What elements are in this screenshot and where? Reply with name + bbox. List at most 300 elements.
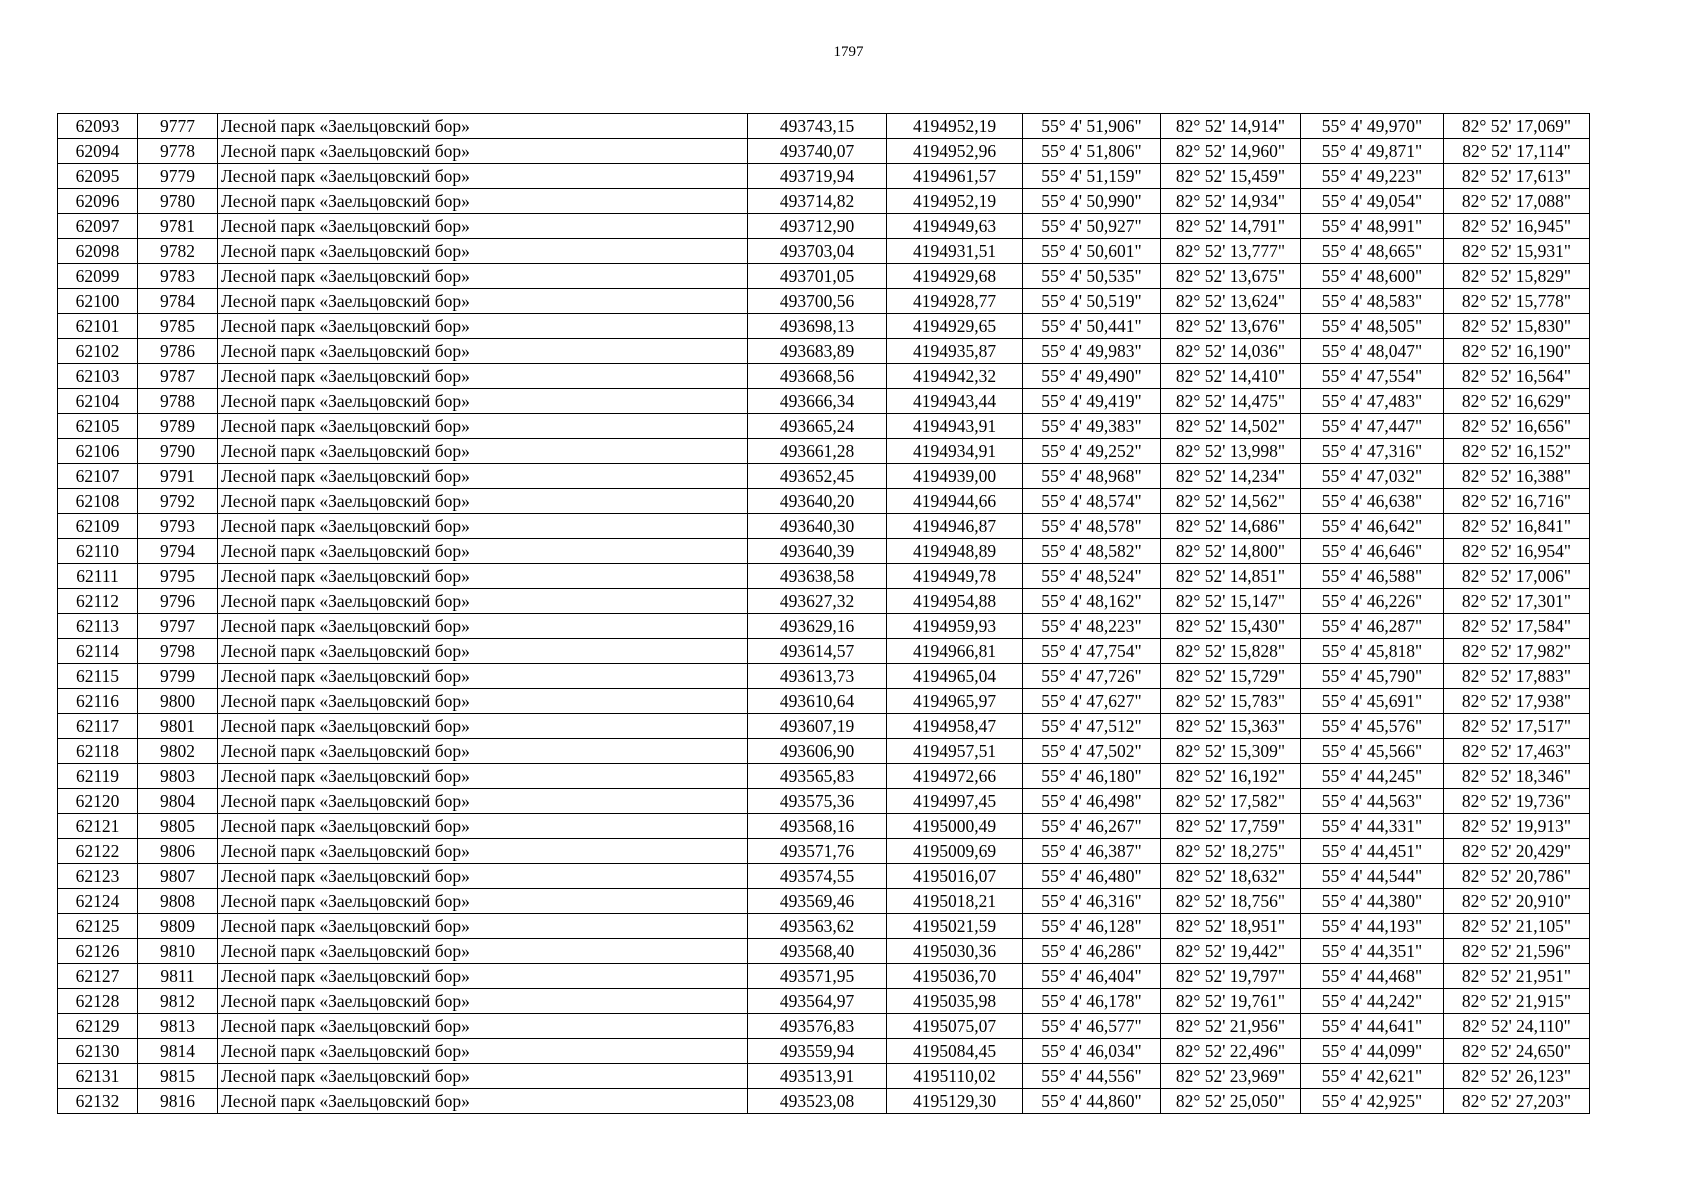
latitude-2-cell: 55° 4' 48,583" <box>1301 289 1444 314</box>
coord-x-cell: 493712,90 <box>748 214 887 239</box>
coord-y-cell: 4194944,66 <box>887 489 1023 514</box>
longitude-1-cell: 82° 52' 15,430" <box>1161 614 1301 639</box>
table-row <box>58 389 1590 414</box>
object-name-cell: Лесной парк «Заельцовский бор» <box>218 264 748 289</box>
longitude-2-cell: 82° 52' 17,938" <box>1444 689 1590 714</box>
object-name-cell: Лесной парк «Заельцовский бор» <box>218 589 748 614</box>
object-name-cell: Лесной парк «Заельцовский бор» <box>218 239 748 264</box>
longitude-1-cell: 82° 52' 14,934" <box>1161 189 1301 214</box>
latitude-2-cell: 55° 4' 44,351" <box>1301 939 1444 964</box>
row-number-cell: 62093 <box>58 114 138 139</box>
point-number-cell: 9800 <box>138 689 218 714</box>
row-number-cell: 62122 <box>58 839 138 864</box>
longitude-2-cell: 82° 52' 27,203" <box>1444 1089 1590 1114</box>
table-body <box>58 114 1590 1114</box>
row-number-cell: 62107 <box>58 464 138 489</box>
object-name-cell: Лесной парк «Заельцовский бор» <box>218 564 748 589</box>
longitude-2-cell: 82° 52' 15,829" <box>1444 264 1590 289</box>
longitude-2-cell: 82° 52' 16,841" <box>1444 514 1590 539</box>
latitude-2-cell: 55° 4' 48,047" <box>1301 339 1444 364</box>
coord-x-cell: 493568,16 <box>748 814 887 839</box>
latitude-2-cell: 55° 4' 45,576" <box>1301 714 1444 739</box>
latitude-1-cell: 55° 4' 50,519" <box>1023 289 1161 314</box>
row-number-cell: 62110 <box>58 539 138 564</box>
object-name-cell: Лесной парк «Заельцовский бор» <box>218 689 748 714</box>
latitude-1-cell: 55° 4' 48,574" <box>1023 489 1161 514</box>
object-name-cell: Лесной парк «Заельцовский бор» <box>218 989 748 1014</box>
latitude-2-cell: 55° 4' 49,970" <box>1301 114 1444 139</box>
coord-x-cell: 493652,45 <box>748 464 887 489</box>
coord-y-cell: 4195009,69 <box>887 839 1023 864</box>
coord-y-cell: 4194946,87 <box>887 514 1023 539</box>
row-number-cell: 62117 <box>58 714 138 739</box>
longitude-2-cell: 82° 52' 17,114" <box>1444 139 1590 164</box>
coord-y-cell: 4195030,36 <box>887 939 1023 964</box>
table-row <box>58 589 1590 614</box>
coord-x-cell: 493571,95 <box>748 964 887 989</box>
longitude-2-cell: 82° 52' 16,945" <box>1444 214 1590 239</box>
row-number-cell: 62119 <box>58 764 138 789</box>
row-number-cell: 62132 <box>58 1089 138 1114</box>
longitude-1-cell: 82° 52' 19,797" <box>1161 964 1301 989</box>
latitude-1-cell: 55° 4' 49,252" <box>1023 439 1161 464</box>
object-name-cell: Лесной парк «Заельцовский бор» <box>218 314 748 339</box>
longitude-2-cell: 82° 52' 26,123" <box>1444 1064 1590 1089</box>
coord-y-cell: 4194935,87 <box>887 339 1023 364</box>
table-row <box>58 339 1590 364</box>
longitude-1-cell: 82° 52' 15,729" <box>1161 664 1301 689</box>
table-row <box>58 839 1590 864</box>
coord-y-cell: 4194965,04 <box>887 664 1023 689</box>
latitude-2-cell: 55° 4' 44,641" <box>1301 1014 1444 1039</box>
latitude-1-cell: 55° 4' 49,490" <box>1023 364 1161 389</box>
longitude-1-cell: 82° 52' 17,759" <box>1161 814 1301 839</box>
object-name-cell: Лесной парк «Заельцовский бор» <box>218 389 748 414</box>
table-row <box>58 439 1590 464</box>
longitude-2-cell: 82° 52' 17,883" <box>1444 664 1590 689</box>
latitude-2-cell: 55° 4' 44,563" <box>1301 789 1444 814</box>
table-row <box>58 864 1590 889</box>
point-number-cell: 9797 <box>138 614 218 639</box>
row-number-cell: 62101 <box>58 314 138 339</box>
coord-x-cell: 493610,64 <box>748 689 887 714</box>
table-row <box>58 789 1590 814</box>
latitude-2-cell: 55° 4' 46,588" <box>1301 564 1444 589</box>
longitude-1-cell: 82° 52' 14,851" <box>1161 564 1301 589</box>
object-name-cell: Лесной парк «Заельцовский бор» <box>218 614 748 639</box>
longitude-1-cell: 82° 52' 13,998" <box>1161 439 1301 464</box>
table-row <box>58 714 1590 739</box>
table-row <box>58 364 1590 389</box>
coord-x-cell: 493640,20 <box>748 489 887 514</box>
row-number-cell: 62131 <box>58 1064 138 1089</box>
coordinates-table <box>57 113 1590 1114</box>
latitude-2-cell: 55° 4' 48,600" <box>1301 264 1444 289</box>
coord-y-cell: 4194949,78 <box>887 564 1023 589</box>
table-row <box>58 964 1590 989</box>
longitude-1-cell: 82° 52' 13,624" <box>1161 289 1301 314</box>
point-number-cell: 9811 <box>138 964 218 989</box>
point-number-cell: 9782 <box>138 239 218 264</box>
coord-y-cell: 4195035,98 <box>887 989 1023 1014</box>
longitude-2-cell: 82° 52' 17,584" <box>1444 614 1590 639</box>
table-row <box>58 314 1590 339</box>
row-number-cell: 62112 <box>58 589 138 614</box>
object-name-cell: Лесной парк «Заельцовский бор» <box>218 889 748 914</box>
table-row <box>58 114 1590 139</box>
row-number-cell: 62118 <box>58 739 138 764</box>
row-number-cell: 62114 <box>58 639 138 664</box>
latitude-2-cell: 55° 4' 45,691" <box>1301 689 1444 714</box>
point-number-cell: 9801 <box>138 714 218 739</box>
longitude-2-cell: 82° 52' 17,088" <box>1444 189 1590 214</box>
longitude-1-cell: 82° 52' 14,502" <box>1161 414 1301 439</box>
latitude-1-cell: 55° 4' 50,601" <box>1023 239 1161 264</box>
coord-x-cell: 493740,07 <box>748 139 887 164</box>
table-row <box>58 1089 1590 1114</box>
point-number-cell: 9807 <box>138 864 218 889</box>
point-number-cell: 9815 <box>138 1064 218 1089</box>
coord-x-cell: 493559,94 <box>748 1039 887 1064</box>
longitude-2-cell: 82° 52' 20,910" <box>1444 889 1590 914</box>
object-name-cell: Лесной парк «Заельцовский бор» <box>218 864 748 889</box>
coord-y-cell: 4195016,07 <box>887 864 1023 889</box>
point-number-cell: 9795 <box>138 564 218 589</box>
row-number-cell: 62100 <box>58 289 138 314</box>
object-name-cell: Лесной парк «Заельцовский бор» <box>218 714 748 739</box>
coord-x-cell: 493719,94 <box>748 164 887 189</box>
coord-x-cell: 493614,57 <box>748 639 887 664</box>
coord-y-cell: 4194957,51 <box>887 739 1023 764</box>
latitude-2-cell: 55° 4' 47,483" <box>1301 389 1444 414</box>
latitude-2-cell: 55° 4' 44,193" <box>1301 914 1444 939</box>
coord-y-cell: 4194965,97 <box>887 689 1023 714</box>
object-name-cell: Лесной парк «Заельцовский бор» <box>218 539 748 564</box>
latitude-1-cell: 55° 4' 50,535" <box>1023 264 1161 289</box>
object-name-cell: Лесной парк «Заельцовский бор» <box>218 139 748 164</box>
point-number-cell: 9798 <box>138 639 218 664</box>
latitude-2-cell: 55° 4' 44,099" <box>1301 1039 1444 1064</box>
coord-y-cell: 4195129,30 <box>887 1089 1023 1114</box>
coord-y-cell: 4194929,68 <box>887 264 1023 289</box>
coord-y-cell: 4194959,93 <box>887 614 1023 639</box>
table-row <box>58 1039 1590 1064</box>
coord-y-cell: 4194952,19 <box>887 114 1023 139</box>
longitude-1-cell: 82° 52' 18,756" <box>1161 889 1301 914</box>
longitude-2-cell: 82° 52' 17,301" <box>1444 589 1590 614</box>
latitude-2-cell: 55° 4' 46,646" <box>1301 539 1444 564</box>
point-number-cell: 9804 <box>138 789 218 814</box>
latitude-1-cell: 55° 4' 49,383" <box>1023 414 1161 439</box>
latitude-1-cell: 55° 4' 47,502" <box>1023 739 1161 764</box>
row-number-cell: 62099 <box>58 264 138 289</box>
longitude-2-cell: 82° 52' 16,190" <box>1444 339 1590 364</box>
table-row <box>58 764 1590 789</box>
point-number-cell: 9808 <box>138 889 218 914</box>
latitude-2-cell: 55° 4' 47,032" <box>1301 464 1444 489</box>
longitude-2-cell: 82° 52' 18,346" <box>1444 764 1590 789</box>
longitude-2-cell: 82° 52' 21,915" <box>1444 989 1590 1014</box>
longitude-1-cell: 82° 52' 15,828" <box>1161 639 1301 664</box>
longitude-2-cell: 82° 52' 17,982" <box>1444 639 1590 664</box>
table-row <box>58 614 1590 639</box>
coord-x-cell: 493574,55 <box>748 864 887 889</box>
longitude-1-cell: 82° 52' 15,783" <box>1161 689 1301 714</box>
object-name-cell: Лесной парк «Заельцовский бор» <box>218 939 748 964</box>
longitude-2-cell: 82° 52' 19,736" <box>1444 789 1590 814</box>
row-number-cell: 62125 <box>58 914 138 939</box>
longitude-2-cell: 82° 52' 24,650" <box>1444 1039 1590 1064</box>
object-name-cell: Лесной парк «Заельцовский бор» <box>218 639 748 664</box>
latitude-1-cell: 55° 4' 49,983" <box>1023 339 1161 364</box>
latitude-2-cell: 55° 4' 42,621" <box>1301 1064 1444 1089</box>
longitude-1-cell: 82° 52' 23,969" <box>1161 1064 1301 1089</box>
point-number-cell: 9814 <box>138 1039 218 1064</box>
latitude-1-cell: 55° 4' 46,404" <box>1023 964 1161 989</box>
longitude-1-cell: 82° 52' 18,275" <box>1161 839 1301 864</box>
latitude-1-cell: 55° 4' 48,578" <box>1023 514 1161 539</box>
latitude-1-cell: 55° 4' 46,286" <box>1023 939 1161 964</box>
object-name-cell: Лесной парк «Заельцовский бор» <box>218 514 748 539</box>
point-number-cell: 9788 <box>138 389 218 414</box>
latitude-1-cell: 55° 4' 50,927" <box>1023 214 1161 239</box>
latitude-2-cell: 55° 4' 49,223" <box>1301 164 1444 189</box>
object-name-cell: Лесной парк «Заельцовский бор» <box>218 1064 748 1089</box>
table-row <box>58 564 1590 589</box>
object-name-cell: Лесной парк «Заельцовский бор» <box>218 839 748 864</box>
latitude-2-cell: 55° 4' 46,287" <box>1301 614 1444 639</box>
latitude-2-cell: 55° 4' 44,451" <box>1301 839 1444 864</box>
table-row <box>58 989 1590 1014</box>
table-row <box>58 889 1590 914</box>
longitude-2-cell: 82° 52' 16,656" <box>1444 414 1590 439</box>
latitude-1-cell: 55° 4' 46,387" <box>1023 839 1161 864</box>
longitude-1-cell: 82° 52' 18,632" <box>1161 864 1301 889</box>
coord-x-cell: 493606,90 <box>748 739 887 764</box>
object-name-cell: Лесной парк «Заельцовский бор» <box>218 814 748 839</box>
object-name-cell: Лесной парк «Заельцовский бор» <box>218 439 748 464</box>
point-number-cell: 9777 <box>138 114 218 139</box>
longitude-2-cell: 82° 52' 16,954" <box>1444 539 1590 564</box>
latitude-2-cell: 55° 4' 47,447" <box>1301 414 1444 439</box>
longitude-1-cell: 82° 52' 21,956" <box>1161 1014 1301 1039</box>
longitude-2-cell: 82° 52' 17,613" <box>1444 164 1590 189</box>
coord-y-cell: 4194939,00 <box>887 464 1023 489</box>
coord-x-cell: 493613,73 <box>748 664 887 689</box>
coord-x-cell: 493661,28 <box>748 439 887 464</box>
object-name-cell: Лесной парк «Заельцовский бор» <box>218 464 748 489</box>
longitude-1-cell: 82° 52' 13,675" <box>1161 264 1301 289</box>
latitude-1-cell: 55° 4' 47,627" <box>1023 689 1161 714</box>
longitude-1-cell: 82° 52' 16,192" <box>1161 764 1301 789</box>
longitude-1-cell: 82° 52' 14,410" <box>1161 364 1301 389</box>
longitude-1-cell: 82° 52' 13,777" <box>1161 239 1301 264</box>
row-number-cell: 62126 <box>58 939 138 964</box>
object-name-cell: Лесной парк «Заельцовский бор» <box>218 964 748 989</box>
latitude-2-cell: 55° 4' 42,925" <box>1301 1089 1444 1114</box>
row-number-cell: 62120 <box>58 789 138 814</box>
longitude-2-cell: 82° 52' 21,596" <box>1444 939 1590 964</box>
longitude-1-cell: 82° 52' 14,234" <box>1161 464 1301 489</box>
coord-y-cell: 4194943,44 <box>887 389 1023 414</box>
object-name-cell: Лесной парк «Заельцовский бор» <box>218 114 748 139</box>
latitude-2-cell: 55° 4' 44,544" <box>1301 864 1444 889</box>
latitude-2-cell: 55° 4' 45,566" <box>1301 739 1444 764</box>
longitude-1-cell: 82° 52' 15,147" <box>1161 589 1301 614</box>
latitude-2-cell: 55° 4' 45,818" <box>1301 639 1444 664</box>
latitude-1-cell: 55° 4' 48,582" <box>1023 539 1161 564</box>
coord-y-cell: 4194966,81 <box>887 639 1023 664</box>
latitude-1-cell: 55° 4' 49,419" <box>1023 389 1161 414</box>
table-row <box>58 814 1590 839</box>
latitude-2-cell: 55° 4' 49,871" <box>1301 139 1444 164</box>
table-row <box>58 214 1590 239</box>
object-name-cell: Лесной парк «Заельцовский бор» <box>218 664 748 689</box>
coord-x-cell: 493668,56 <box>748 364 887 389</box>
object-name-cell: Лесной парк «Заельцовский бор» <box>218 289 748 314</box>
latitude-1-cell: 55° 4' 48,223" <box>1023 614 1161 639</box>
row-number-cell: 62129 <box>58 1014 138 1039</box>
latitude-1-cell: 55° 4' 47,512" <box>1023 714 1161 739</box>
table-row <box>58 264 1590 289</box>
longitude-2-cell: 82° 52' 21,105" <box>1444 914 1590 939</box>
coord-x-cell: 493576,83 <box>748 1014 887 1039</box>
table-row <box>58 414 1590 439</box>
row-number-cell: 62102 <box>58 339 138 364</box>
coord-y-cell: 4195018,21 <box>887 889 1023 914</box>
row-number-cell: 62105 <box>58 414 138 439</box>
longitude-2-cell: 82° 52' 21,951" <box>1444 964 1590 989</box>
latitude-1-cell: 55° 4' 51,806" <box>1023 139 1161 164</box>
coord-y-cell: 4194997,45 <box>887 789 1023 814</box>
longitude-1-cell: 82° 52' 15,363" <box>1161 714 1301 739</box>
point-number-cell: 9813 <box>138 1014 218 1039</box>
point-number-cell: 9787 <box>138 364 218 389</box>
point-number-cell: 9778 <box>138 139 218 164</box>
row-number-cell: 62104 <box>58 389 138 414</box>
latitude-2-cell: 55° 4' 44,380" <box>1301 889 1444 914</box>
coord-x-cell: 493607,19 <box>748 714 887 739</box>
latitude-1-cell: 55° 4' 50,990" <box>1023 189 1161 214</box>
longitude-2-cell: 82° 52' 17,517" <box>1444 714 1590 739</box>
longitude-2-cell: 82° 52' 15,931" <box>1444 239 1590 264</box>
table-row <box>58 164 1590 189</box>
point-number-cell: 9780 <box>138 189 218 214</box>
object-name-cell: Лесной парк «Заельцовский бор» <box>218 489 748 514</box>
latitude-2-cell: 55° 4' 44,468" <box>1301 964 1444 989</box>
coord-x-cell: 493683,89 <box>748 339 887 364</box>
row-number-cell: 62096 <box>58 189 138 214</box>
coord-y-cell: 4194928,77 <box>887 289 1023 314</box>
latitude-1-cell: 55° 4' 50,441" <box>1023 314 1161 339</box>
coord-y-cell: 4195000,49 <box>887 814 1023 839</box>
latitude-2-cell: 55° 4' 46,638" <box>1301 489 1444 514</box>
row-number-cell: 62113 <box>58 614 138 639</box>
coord-y-cell: 4194961,57 <box>887 164 1023 189</box>
coord-x-cell: 493714,82 <box>748 189 887 214</box>
point-number-cell: 9790 <box>138 439 218 464</box>
latitude-1-cell: 55° 4' 47,726" <box>1023 664 1161 689</box>
table-row <box>58 639 1590 664</box>
coord-y-cell: 4195021,59 <box>887 914 1023 939</box>
longitude-2-cell: 82° 52' 17,463" <box>1444 739 1590 764</box>
row-number-cell: 62098 <box>58 239 138 264</box>
coord-x-cell: 493564,97 <box>748 989 887 1014</box>
point-number-cell: 9802 <box>138 739 218 764</box>
row-number-cell: 62094 <box>58 139 138 164</box>
point-number-cell: 9799 <box>138 664 218 689</box>
latitude-2-cell: 55° 4' 46,642" <box>1301 514 1444 539</box>
object-name-cell: Лесной парк «Заельцовский бор» <box>218 414 748 439</box>
coord-y-cell: 4194943,91 <box>887 414 1023 439</box>
table-row <box>58 1014 1590 1039</box>
latitude-1-cell: 55° 4' 47,754" <box>1023 639 1161 664</box>
latitude-2-cell: 55° 4' 47,316" <box>1301 439 1444 464</box>
coord-y-cell: 4194929,65 <box>887 314 1023 339</box>
coord-x-cell: 493700,56 <box>748 289 887 314</box>
table-row <box>58 539 1590 564</box>
longitude-1-cell: 82° 52' 19,761" <box>1161 989 1301 1014</box>
object-name-cell: Лесной парк «Заельцовский бор» <box>218 364 748 389</box>
point-number-cell: 9781 <box>138 214 218 239</box>
point-number-cell: 9779 <box>138 164 218 189</box>
coord-x-cell: 493638,58 <box>748 564 887 589</box>
latitude-1-cell: 55° 4' 46,178" <box>1023 989 1161 1014</box>
coord-x-cell: 493571,76 <box>748 839 887 864</box>
coord-x-cell: 493575,36 <box>748 789 887 814</box>
latitude-1-cell: 55° 4' 46,577" <box>1023 1014 1161 1039</box>
coord-x-cell: 493523,08 <box>748 1089 887 1114</box>
point-number-cell: 9792 <box>138 489 218 514</box>
coord-y-cell: 4195036,70 <box>887 964 1023 989</box>
coord-y-cell: 4194931,51 <box>887 239 1023 264</box>
latitude-1-cell: 55° 4' 51,906" <box>1023 114 1161 139</box>
row-number-cell: 62097 <box>58 214 138 239</box>
point-number-cell: 9796 <box>138 589 218 614</box>
row-number-cell: 62095 <box>58 164 138 189</box>
longitude-1-cell: 82° 52' 19,442" <box>1161 939 1301 964</box>
object-name-cell: Лесной парк «Заельцовский бор» <box>218 164 748 189</box>
longitude-2-cell: 82° 52' 15,830" <box>1444 314 1590 339</box>
longitude-1-cell: 82° 52' 14,791" <box>1161 214 1301 239</box>
latitude-1-cell: 55° 4' 46,316" <box>1023 889 1161 914</box>
object-name-cell: Лесной парк «Заельцовский бор» <box>218 214 748 239</box>
table-row <box>58 664 1590 689</box>
point-number-cell: 9786 <box>138 339 218 364</box>
coord-y-cell: 4194954,88 <box>887 589 1023 614</box>
table-row <box>58 914 1590 939</box>
longitude-2-cell: 82° 52' 16,152" <box>1444 439 1590 464</box>
table-row <box>58 289 1590 314</box>
latitude-2-cell: 55° 4' 46,226" <box>1301 589 1444 614</box>
latitude-2-cell: 55° 4' 48,505" <box>1301 314 1444 339</box>
object-name-cell: Лесной парк «Заельцовский бор» <box>218 739 748 764</box>
table-row <box>58 939 1590 964</box>
row-number-cell: 62115 <box>58 664 138 689</box>
longitude-1-cell: 82° 52' 25,050" <box>1161 1089 1301 1114</box>
object-name-cell: Лесной парк «Заельцовский бор» <box>218 914 748 939</box>
row-number-cell: 62111 <box>58 564 138 589</box>
point-number-cell: 9785 <box>138 314 218 339</box>
row-number-cell: 62130 <box>58 1039 138 1064</box>
coord-x-cell: 493743,15 <box>748 114 887 139</box>
object-name-cell: Лесной парк «Заельцовский бор» <box>218 339 748 364</box>
coord-y-cell: 4194948,89 <box>887 539 1023 564</box>
coord-y-cell: 4194958,47 <box>887 714 1023 739</box>
point-number-cell: 9816 <box>138 1089 218 1114</box>
latitude-1-cell: 55° 4' 46,267" <box>1023 814 1161 839</box>
table-row <box>58 514 1590 539</box>
